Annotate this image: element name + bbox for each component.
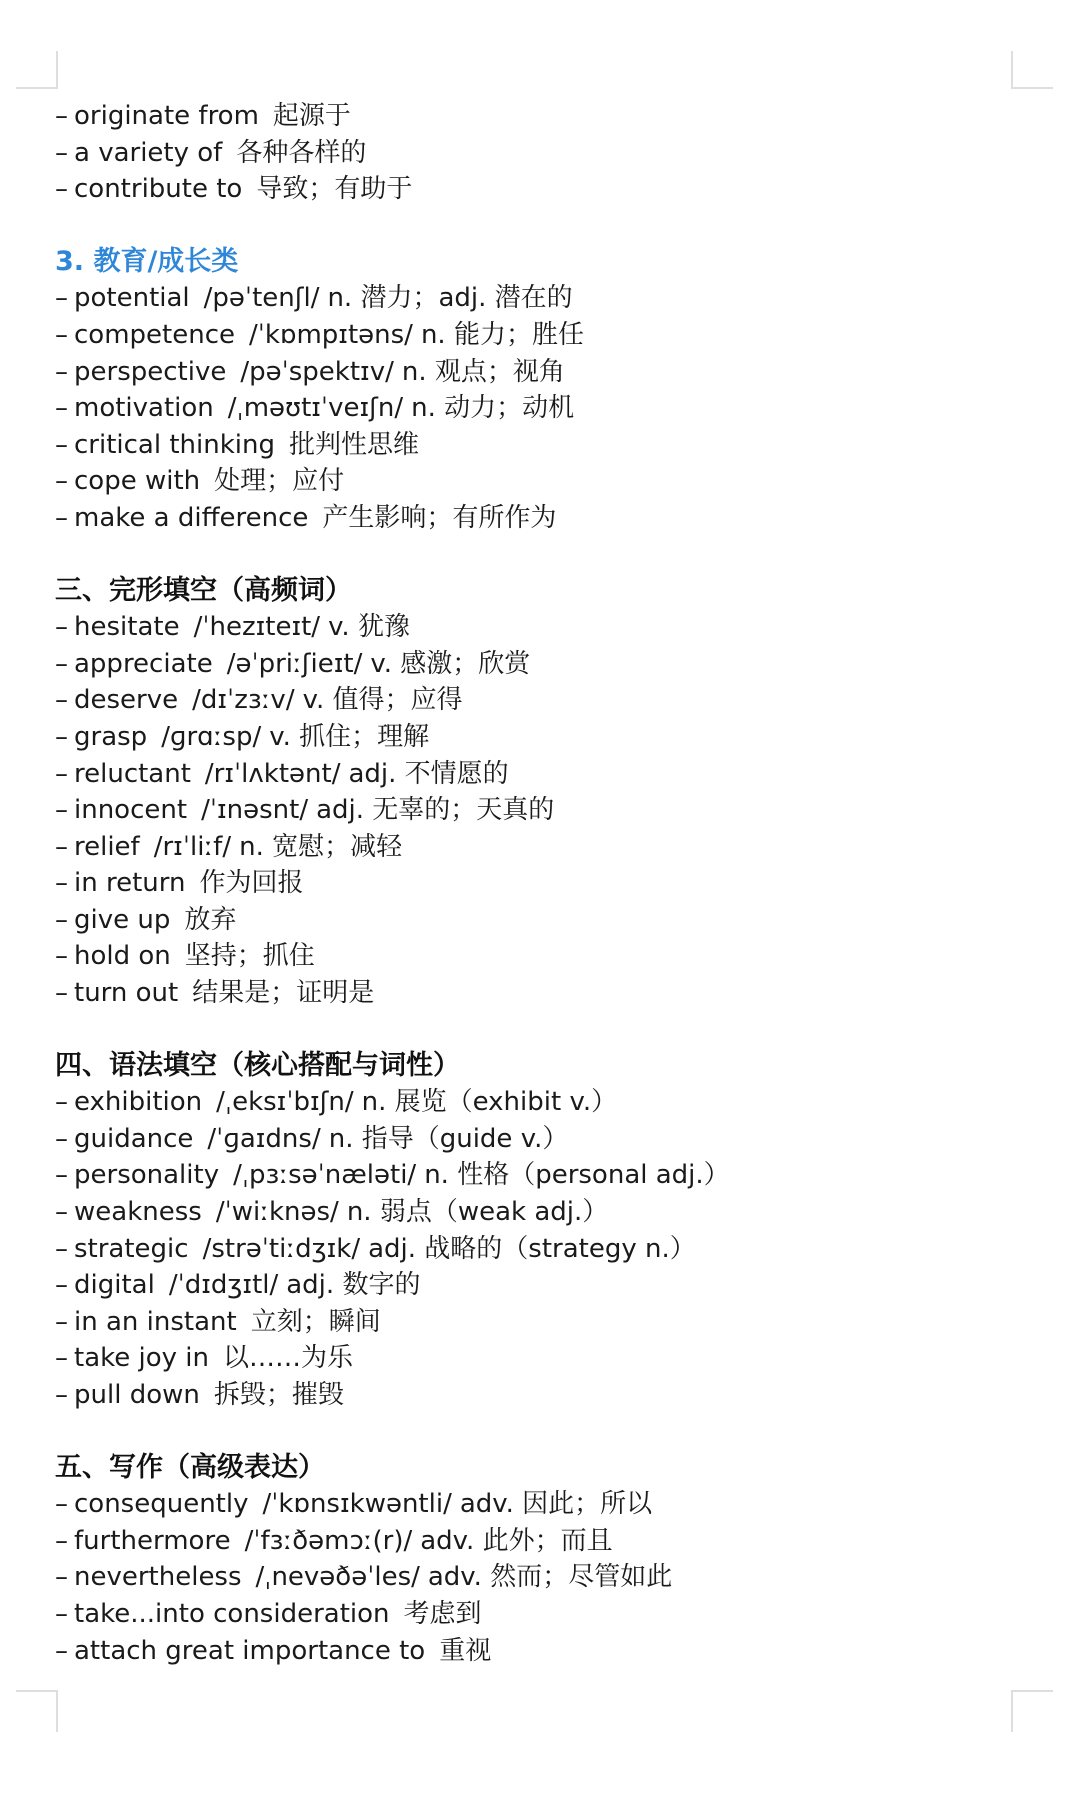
vocab-meaning: 作为回报: [199, 868, 304, 899]
dash: –: [55, 1343, 68, 1374]
vocab-phonetic: /ˈfɜːðəmɔː(r)/: [244, 1525, 413, 1556]
vocab-meaning: n. 弱点（weak adj.）: [346, 1197, 609, 1228]
dash: –: [55, 1562, 68, 1593]
vocab-word: innocent: [74, 795, 188, 826]
vocab-phonetic: /ˈɡaɪdns/: [207, 1123, 321, 1154]
vocab-phonetic: /ˈɪnəsnt/: [201, 795, 309, 826]
list-item: [55, 1596, 1035, 1633]
dash: –: [55, 1635, 68, 1666]
vocab-word: grasp: [74, 721, 148, 752]
vocab-word: take...into consideration: [74, 1598, 390, 1629]
dash: –: [55, 904, 68, 935]
vocab-word: relief: [74, 831, 140, 862]
list-item: [55, 1559, 1035, 1596]
vocab-word: hold on: [74, 941, 171, 972]
section-cloze: [55, 573, 1035, 1012]
vocab-word: make a difference: [74, 502, 309, 533]
vocab-phonetic: /strəˈtiːdʒɪk/: [202, 1233, 361, 1264]
vocab-word: hesitate: [74, 612, 180, 643]
list-item: [55, 719, 1035, 756]
vocab-meaning: n. 能力；胜任: [420, 319, 584, 350]
dash: –: [55, 1197, 68, 1228]
list-item: [55, 354, 1035, 391]
list-item: [55, 1340, 1035, 1377]
dash: –: [55, 612, 68, 643]
dash: –: [55, 1489, 68, 1520]
vocab-meaning: v. 值得；应得: [302, 685, 463, 716]
vocab-meaning: 起源于: [272, 101, 351, 131]
vocab-phonetic: /pəˈspektɪv/: [240, 356, 394, 387]
vocab-meaning: n. 观点；视角: [401, 356, 565, 387]
section-heading-grammar: 四、语法填空（核心搭配与词性）: [55, 1049, 460, 1081]
list-item: [55, 1304, 1035, 1341]
vocab-word: competence: [74, 319, 235, 350]
vocab-meaning: 各种各样的: [236, 137, 367, 168]
dash: –: [55, 502, 68, 533]
dash: –: [55, 941, 68, 972]
vocab-word: originate from: [74, 101, 259, 131]
vocab-meaning: 以……为乐: [223, 1343, 354, 1374]
vocab-word: in an instant: [74, 1306, 237, 1337]
vocab-meaning: 导致；有助于: [256, 174, 413, 205]
vocab-word: personality: [74, 1160, 220, 1191]
dash: –: [55, 174, 68, 205]
vocab-word: cope with: [74, 466, 201, 497]
vocab-phonetic: /pəˈtenʃl/: [203, 283, 320, 314]
list-item: [55, 1523, 1035, 1560]
vocab-word: give up: [74, 904, 171, 935]
vocab-word: guidance: [74, 1123, 194, 1154]
dash: –: [55, 868, 68, 899]
list-item: [55, 938, 1035, 975]
dash: –: [55, 1380, 68, 1410]
vocab-phonetic: /dɪˈzɜːv/: [192, 685, 295, 716]
vocab-meaning: adj. 不情愿的: [348, 758, 509, 789]
vocab-phonetic: /ˈdɪdʒɪtl/: [168, 1270, 279, 1301]
vocab-meaning: adv. 此外；而且: [420, 1525, 613, 1556]
list-item: [55, 1157, 1035, 1194]
list-item: [55, 427, 1035, 464]
list-item: [55, 829, 1035, 866]
dash: –: [55, 721, 68, 752]
vocab-phonetic: /ɡrɑːsp/: [161, 721, 262, 752]
section-grammar: [55, 1048, 1035, 1414]
vocab-meaning: adj. 数字的: [286, 1270, 421, 1301]
vocab-word: in return: [74, 868, 186, 899]
vocab-phonetic: /rɪˈlʌktənt/: [204, 758, 341, 789]
vocabulary-document: [55, 98, 1035, 1669]
section-heading-cloze: 三、完形填空（高频词）: [55, 574, 352, 606]
list-item: [55, 865, 1035, 902]
list-item: [55, 682, 1035, 719]
list-item: [55, 1084, 1035, 1121]
dash: –: [55, 648, 68, 679]
vocab-meaning: adj. 战略的（strategy n.）: [368, 1233, 696, 1264]
dash: –: [55, 466, 68, 497]
list-item: [55, 390, 1035, 427]
vocab-word: pull down: [74, 1380, 200, 1410]
vocab-word: deserve: [74, 685, 179, 716]
vocab-meaning: 放弃: [184, 904, 237, 935]
vocab-word: contribute to: [74, 174, 243, 205]
vocab-word: reluctant: [74, 758, 191, 789]
dash: –: [55, 393, 68, 424]
vocab-word: a variety of: [74, 137, 223, 168]
list-item: [55, 756, 1035, 793]
list-item: [55, 500, 1035, 537]
vocab-word: critical thinking: [74, 429, 275, 460]
page-corner-mark-top-right: [1011, 51, 1053, 89]
vocab-phonetic: /ˈwiːknəs/: [215, 1197, 339, 1228]
vocab-meaning: adv. 然而；尽管如此: [427, 1562, 673, 1593]
dash: –: [55, 1160, 68, 1191]
dash: –: [55, 758, 68, 789]
vocab-meaning: adv. 因此；所以: [459, 1489, 653, 1520]
dash: –: [55, 1270, 68, 1301]
vocab-meaning: 结果是；证明是: [192, 978, 375, 1009]
page-corner-mark-top-left: [16, 51, 58, 89]
vocab-meaning: adj. 无辜的；天真的: [316, 795, 555, 826]
dash: –: [55, 1525, 68, 1556]
section-writing: [55, 1450, 1035, 1670]
vocab-word: potential: [74, 283, 190, 314]
vocab-word: attach great importance to: [74, 1635, 426, 1666]
dash: –: [55, 978, 68, 1009]
vocab-word: take joy in: [74, 1343, 210, 1374]
section-heading-writing: 五、写作（高级表达）: [55, 1451, 325, 1483]
vocab-phonetic: /ˈkɒmpɪtəns/: [249, 319, 413, 350]
list-item: [55, 98, 1035, 135]
list-item: [55, 171, 1035, 208]
list-item: [55, 135, 1035, 172]
vocab-meaning: n. 性格（personal adj.）: [424, 1160, 730, 1191]
vocab-word: perspective: [74, 356, 227, 387]
vocab-meaning: 批判性思维: [288, 429, 419, 460]
vocab-phonetic: /ˌeksɪˈbɪʃn/: [216, 1087, 354, 1118]
vocab-phonetic: /rɪˈliːf/: [153, 831, 232, 862]
vocab-meaning: v. 抓住；理解: [269, 721, 430, 752]
list-item: [55, 1486, 1035, 1523]
dash: –: [55, 1306, 68, 1337]
vocab-word: appreciate: [74, 648, 213, 679]
list-item: [55, 1633, 1035, 1670]
list-item: [55, 1194, 1035, 1231]
vocab-meaning: v. 感激；欣赏: [370, 648, 531, 679]
list-item: [55, 975, 1035, 1012]
vocab-meaning: n. 潜力；adj. 潜在的: [327, 283, 573, 314]
vocab-meaning: n. 动力；动机: [411, 393, 575, 424]
vocab-meaning: n. 展览（exhibit v.）: [361, 1087, 618, 1118]
list-item: [55, 1377, 1035, 1414]
list-item: [55, 317, 1035, 354]
vocab-meaning: 立刻；瞬间: [250, 1306, 381, 1337]
list-item: [55, 609, 1035, 646]
vocab-word: digital: [74, 1270, 155, 1301]
vocab-meaning: 重视: [439, 1635, 492, 1666]
vocab-word: weakness: [74, 1197, 202, 1228]
vocab-meaning: 处理；应付: [214, 466, 345, 497]
vocab-meaning: n. 宽慰；减轻: [239, 831, 403, 862]
vocab-meaning: n. 指导（guide v.）: [328, 1123, 569, 1154]
intro-phrase-list: [55, 98, 1035, 208]
dash: –: [55, 1598, 68, 1629]
vocab-word: nevertheless: [74, 1562, 242, 1593]
vocab-phonetic: /ˌməʊtɪˈveɪʃn/: [227, 393, 404, 424]
dash: –: [55, 1123, 68, 1154]
vocab-phonetic: /ˈhezɪteɪt/: [193, 612, 321, 643]
vocab-word: furthermore: [74, 1525, 231, 1556]
dash: –: [55, 1233, 68, 1264]
dash: –: [55, 429, 68, 460]
dash: –: [55, 101, 68, 131]
dash: –: [55, 137, 68, 168]
vocab-phonetic: /əˈpriːʃieɪt/: [226, 648, 363, 679]
vocab-word: turn out: [74, 978, 179, 1009]
list-item: [55, 902, 1035, 939]
page-corner-mark-bottom-left: [16, 1690, 58, 1732]
list-item: [55, 1121, 1035, 1158]
vocab-meaning: v. 犹豫: [328, 612, 410, 643]
list-item: [55, 646, 1035, 683]
vocab-word: exhibition: [74, 1087, 203, 1118]
vocab-phonetic: /ˌpɜːsəˈnæləti/: [233, 1160, 417, 1191]
dash: –: [55, 319, 68, 350]
dash: –: [55, 831, 68, 862]
page-corner-mark-bottom-right: [1011, 1690, 1053, 1732]
vocab-phonetic: /ˌnevəðəˈles/: [255, 1562, 420, 1593]
vocab-word: strategic: [74, 1233, 189, 1264]
section-education: [55, 244, 1035, 537]
vocab-meaning: 考虑到: [403, 1598, 482, 1629]
list-item: [55, 463, 1035, 500]
list-item: [55, 792, 1035, 829]
list-item: [55, 1231, 1035, 1268]
dash: –: [55, 685, 68, 716]
list-item: [55, 1267, 1035, 1304]
vocab-meaning: 拆毁；摧毁: [213, 1380, 344, 1410]
vocab-word: motivation: [74, 393, 214, 424]
dash: –: [55, 1087, 68, 1118]
vocab-phonetic: /ˈkɒnsɪkwəntli/: [262, 1489, 452, 1520]
vocab-meaning: 坚持；抓住: [184, 941, 315, 972]
vocab-word: consequently: [74, 1489, 249, 1520]
dash: –: [55, 795, 68, 826]
vocab-meaning: 产生影响；有所作为: [322, 502, 557, 533]
dash: –: [55, 283, 68, 314]
dash: –: [55, 356, 68, 387]
section-heading-education: 3. 教育/成长类: [55, 245, 239, 277]
list-item: [55, 280, 1035, 317]
